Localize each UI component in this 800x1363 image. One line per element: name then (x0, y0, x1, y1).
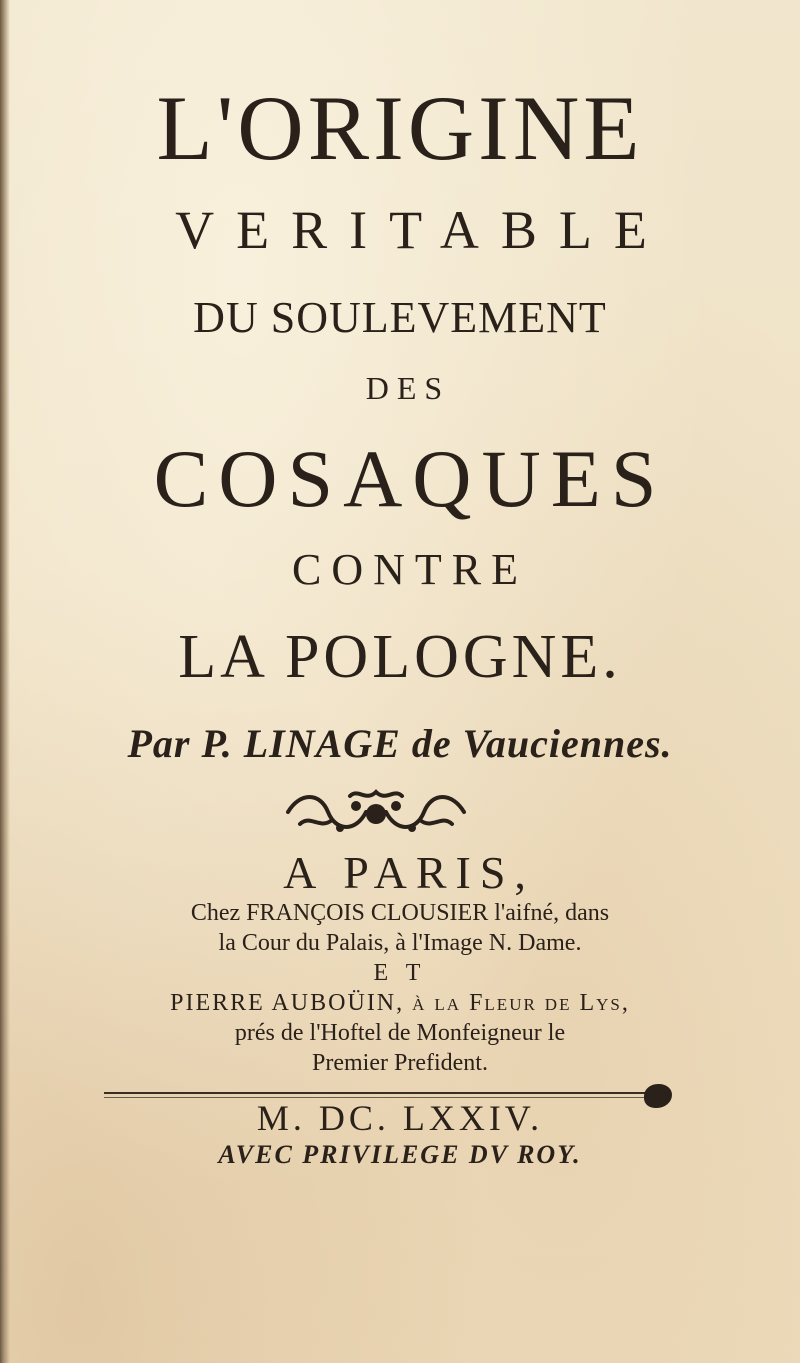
imprint-line-1: Chez FRANÇOIS CLOUSIER l'aifné, dans (190, 900, 610, 926)
title-line-cosaques: COSAQUES (153, 433, 667, 524)
privilege-line: AVEC PRIVILEGE DV ROY. (218, 1140, 582, 1169)
printers-ornament-icon (280, 784, 472, 840)
imprint-line-2: la Cour du Palais, à l'Image N. Dame. (218, 930, 582, 956)
imprint-line-4: PIERRE AUBOÜIN, à la Fleur de Lys, (170, 990, 630, 1016)
imprint-block (0, 898, 800, 1078)
title-line-soulevement: DU SOULEVEMENT (193, 293, 607, 342)
title-line-veritable: VERITABLE (175, 200, 669, 260)
imprint-line-3: E T (373, 960, 427, 986)
imprint-date: M. DC. LXXIV. (256, 1098, 544, 1138)
author-line: Par P. LINAGE de Vauciennes. (127, 721, 673, 766)
imprint-line-6: Premier Prefident. (312, 1050, 488, 1076)
title-line-pologne: LA POLOGNE. (178, 623, 622, 691)
title-line-des: DES (365, 370, 451, 406)
imprint-line-5: prés de l'Hoftel de Monfeigneur le (234, 1020, 566, 1046)
title-line-origine: L'ORIGINE (156, 77, 644, 179)
imprint-city: A PARIS, (283, 847, 535, 898)
title-line-contre: CONTRE (292, 545, 528, 594)
divider-rule (104, 1092, 664, 1094)
